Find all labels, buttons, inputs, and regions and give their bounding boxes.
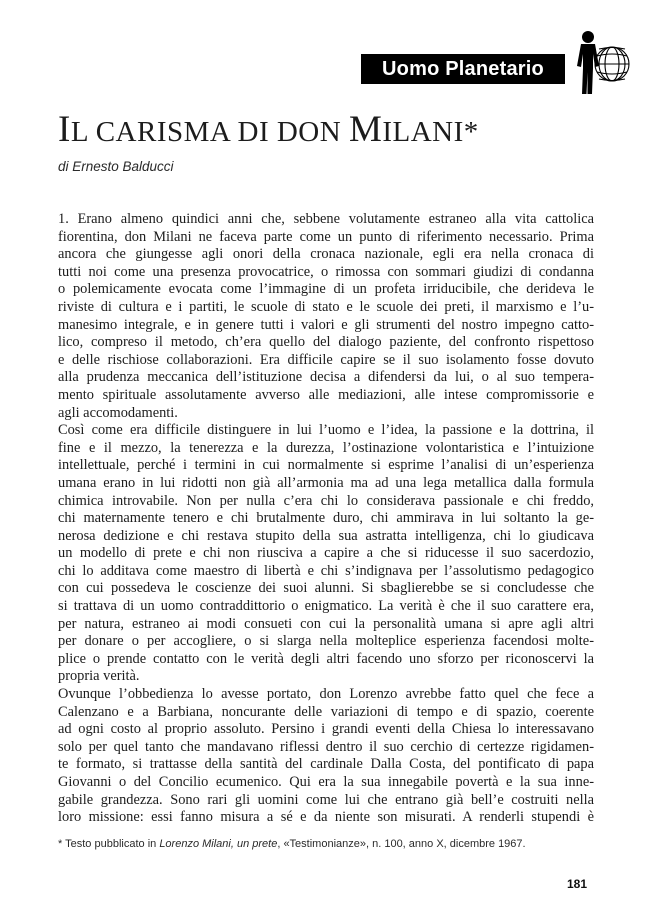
body-line: loro missione: essi fanno misura a sé e da niente son misurati. A renderli stupendi è bbox=[58, 809, 594, 826]
body-line: lico, compreso il metodo, ch’era quello del dialogo paziente, del confronto rispettoso bbox=[58, 334, 594, 351]
section-label: Uomo Planetario bbox=[361, 54, 565, 84]
footnote: * Testo pubblicato in Lorenzo Milani, un prete, «Testimonianze», n. 100, anno X, dicembre 1967. bbox=[58, 838, 526, 850]
body-line: un modello di prete e chi non riusciva a capire a che si riducesse il suo sacerdozio, bbox=[58, 545, 594, 562]
body-line: 1. Erano almeno quindici anni che, sebbene volutamente estraneo alla vita cattolica bbox=[58, 211, 594, 227]
body-line: alla prudenza meccanica dell’istituzione decisa a difendersi da lui, o al suo tempera- bbox=[58, 369, 594, 386]
body-line: ad ogni costo al proprio assoluto. Persino i grandi eventi della Chiesa lo interessavano bbox=[58, 721, 594, 738]
body-line: plice o prende contatto con le verità degli altri facendo uno sforzo per riconoscervi la bbox=[58, 650, 594, 667]
page-number: 181 bbox=[567, 877, 588, 891]
body-line: propria verità. bbox=[58, 668, 140, 685]
article-body bbox=[58, 211, 594, 827]
body-line: fine e il mezzo, la tenerezza e la durezza, l’ostinazione volontaristica e l’intuizione bbox=[58, 439, 594, 456]
body-line: si trattava di un uomo contraddittorio o enigmatico. La verità è che il suo carattere era, bbox=[58, 598, 594, 615]
body-line: Così come era difficile distinguere in lui l’uomo e l’idea, la passione e la dottrina, il bbox=[58, 422, 594, 439]
body-line: mento spirituale assolutamente avverso alle mediazioni, alle intese compromissorie e bbox=[58, 386, 594, 403]
body-line: fiorentina, don Milani ne faceva parte come un punto di riferimento necessario. Prima bbox=[58, 228, 594, 245]
body-line: gabile grandezza. Sono rari gli uomini come lui che entrano già bell’e costruiti nella bbox=[58, 791, 594, 808]
body-line: agli accomodamenti. bbox=[58, 404, 178, 421]
body-line: manesimo integrale, e in genere tutti i valori e gli strumenti del nostro impegno catto- bbox=[58, 316, 594, 333]
body-line: Giovanni o del Concilio ecumenico. Qui era la sua innegabile povertà e la sua inne- bbox=[58, 774, 594, 790]
body-line: e delle rischiose collaborazioni. Era difficile capire se il suo isolamento fosse dovuto bbox=[58, 351, 594, 368]
body-line: ancora che giungesse agli onori della cronaca nazionale, egli era nella cronaca di bbox=[58, 246, 594, 263]
body-line: Calenzano e a Barbiana, noncurante delle variazioni di tempo e di spazio, coerente bbox=[58, 703, 594, 720]
body-line: nerosa dedizione e chi restava stupito della sua astratta intelligenza, chi lo giudicava bbox=[58, 527, 594, 544]
body-line: chi lo additava come maestro di libertà e chi s’indignava per l’assolutismo pedagogico bbox=[58, 562, 594, 579]
body-line: chi maternamente tenero e chi brutalmente duro, chi ammirava in lui soltanto la ge- bbox=[58, 510, 594, 527]
body-line: per donare o per accogliere, o si slarga nella molteplice esperienza facendosi molte- bbox=[58, 633, 594, 650]
body-line: Ovunque l’obbedienza lo avesse portato, don Lorenzo avrebbe fatto quel che fece a bbox=[58, 686, 594, 703]
body-line: umana erano in lui ridotti non già all’armonia ma ad una lega metallica dalla formula bbox=[58, 474, 594, 491]
body-line: tutti noi come una presenza provocatrice, o rimossa con sommari giudizi di condanna bbox=[58, 263, 594, 280]
body-line: intellettuale, perché i termini in cui normalmente si esprime l’analisi di un’esperienza bbox=[58, 457, 594, 474]
author-byline: di Ernesto Balducci bbox=[58, 159, 174, 174]
body-line: per natura, estraneo ai modi consueti con cui la personalità umana si apre agli altri bbox=[58, 615, 594, 632]
body-line: o polemicamente evocata come l’immagine di un profeta irriducibile, che derideva le bbox=[58, 281, 594, 298]
body-line: chimica introvabile. Non per nulla c’era chi lo considerava passionale e chi freddo, bbox=[58, 492, 594, 509]
man-with-globe-icon bbox=[568, 28, 632, 96]
body-line: riviste di cultura e i partiti, le scuole di stato e le scuole dei preti, il marxismo e l’u- bbox=[58, 298, 594, 315]
body-line: te formato, si trattasse della santità del cardinale Dalla Costa, del pontificato di papa bbox=[58, 756, 594, 773]
article-title: IL CARISMA DI DON MILANI* bbox=[58, 109, 479, 150]
body-line: solo per quel tanto che mandavano riflessi dentro il suo cerchio di certezze rigidamen- bbox=[58, 738, 594, 755]
body-line: con cui possedeva le coscienze dei suoi alunni. Si sbaglierebbe se si concludesse che bbox=[58, 580, 594, 597]
